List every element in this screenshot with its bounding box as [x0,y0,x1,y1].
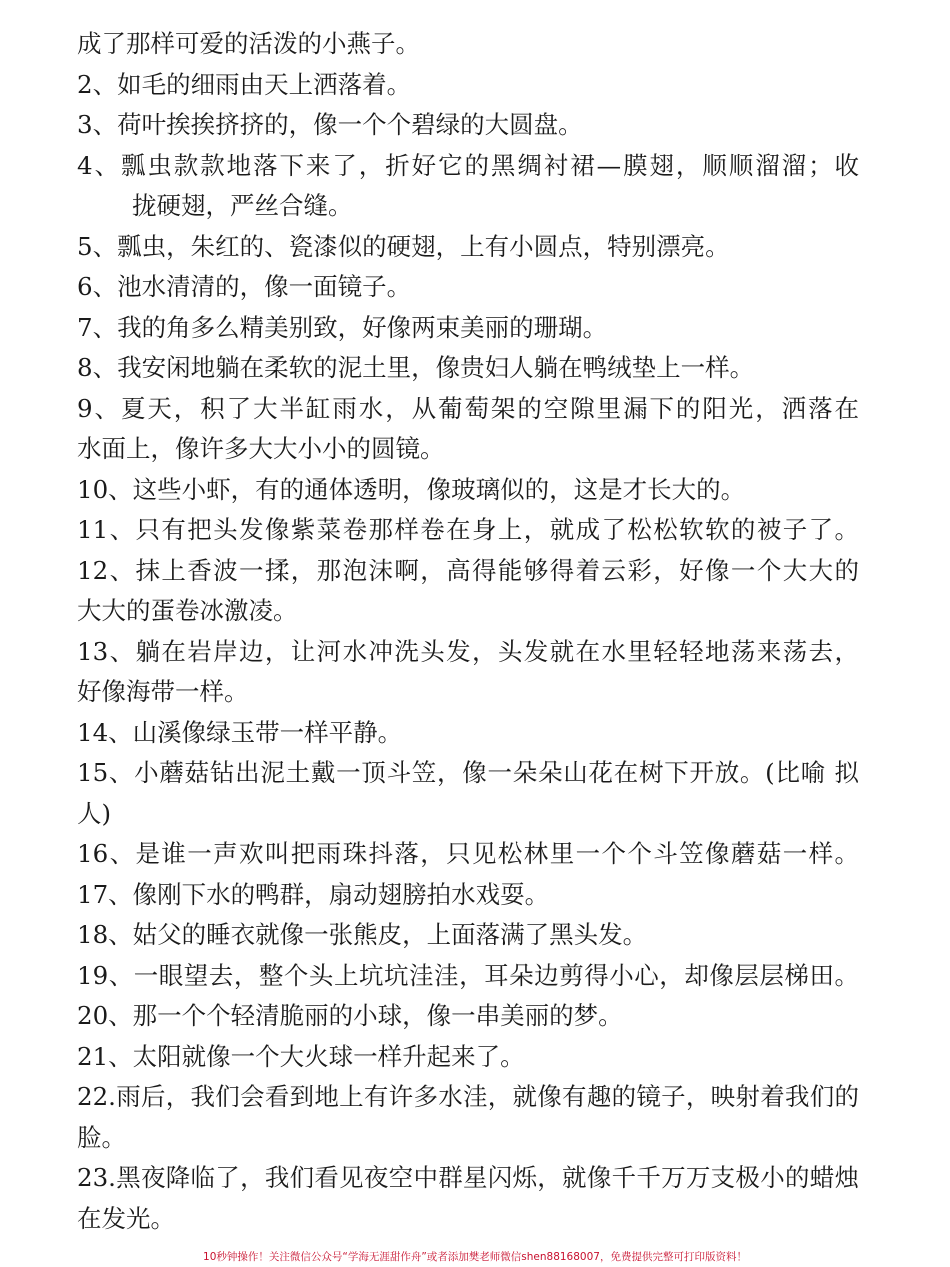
footer-promo-text: 10秒钟操作！关注微信公众号“学海无涯甜作舟”或者添加樊老师微信shen88168007，免费提供完整可打印版资料！ [203,1251,747,1263]
document-body [77,24,859,1239]
text-line: 人) [77,798,112,828]
text-line: 拢硬翅，严丝合缝。 [132,191,353,220]
text-line: 17、像刚下水的鸭群，扇动翅膀拍水戏耍。 [77,879,550,909]
text-line: 4、瓢虫款款地落下来了，折好它的黑绸衬裙—膜翅，顺顺溜溜；收 [77,150,859,180]
text-line: 13、躺在岩岸边，让河水冲洗头发，头发就在水里轻轻地荡来荡去， [77,636,859,666]
text-line: 2、如毛的细雨由天上洒落着。 [77,69,412,99]
text-line: 水面上，像许多大大小小的圆镜。 [77,434,445,463]
text-line: 脸。 [77,1122,126,1152]
text-line: 19、一眼望去，整个头上坑坑洼洼，耳朵边剪得小心，却像层层梯田。 [77,960,859,990]
text-line: 22.雨后，我们会看到地上有许多水洼，就像有趣的镜子，映射着我们的 [77,1082,859,1111]
text-line: 大大的蛋卷冰激凌。 [77,596,298,625]
text-line: 11、只有把头发像紫菜卷那样卷在身上，就成了松松软软的被子了。 [77,515,859,544]
text-line: 7、我的角多么精美别致，好像两束美丽的珊瑚。 [77,312,608,342]
text-line: 15、小蘑菇钻出泥土戴一顶斗笠，像一朵朵山花在树下开放。(比喻 拟 [77,758,859,787]
text-line: 14、山溪像绿玉带一样平静。 [77,717,403,747]
text-line: 9、夏天，积了大半缸雨水，从葡萄架的空隙里漏下的阳光，洒落在 [77,393,859,423]
text-line: 3、荷叶挨挨挤挤的，像一个个碧绿的大圆盘。 [77,110,583,139]
text-line: 在发光。 [77,1203,175,1233]
text-line: 16、是谁一声欢叫把雨珠抖落，只见松林里一个个斗笠像蘑菇一样。 [77,839,859,868]
text-line: 10、这些小虾，有的通体透明，像玻璃似的，这是才长大的。 [77,474,746,504]
text-line: 8、我安闲地躺在柔软的泥土里，像贵妇人躺在鸭绒垫上一样。 [77,353,755,382]
text-line: 20、那一个个轻清脆丽的小球，像一串美丽的梦。 [77,1001,623,1030]
text-line: 成了那样可爱的活泼的小燕子。 [77,29,420,58]
text-line: 23.黑夜降临了，我们看见夜空中群星闪烁，就像千千万万支极小的蜡烛 [77,1163,859,1192]
text-line: 12、抹上香波一揉，那泡沫啊，高得能够得着云彩，好像一个大大的 [77,555,859,585]
text-line: 5、瓢虫，朱红的、瓷漆似的硬翅，上有小圆点，特别漂亮。 [77,231,730,261]
text-line: 21、太阳就像一个大火球一样升起来了。 [77,1041,525,1071]
text-line: 18、姑父的睡衣就像一张熊皮，上面落满了黑头发。 [77,920,648,949]
text-line: 好像海带一样。 [77,677,249,706]
text-line: 6、池水清清的，像一面镜子。 [77,272,412,301]
